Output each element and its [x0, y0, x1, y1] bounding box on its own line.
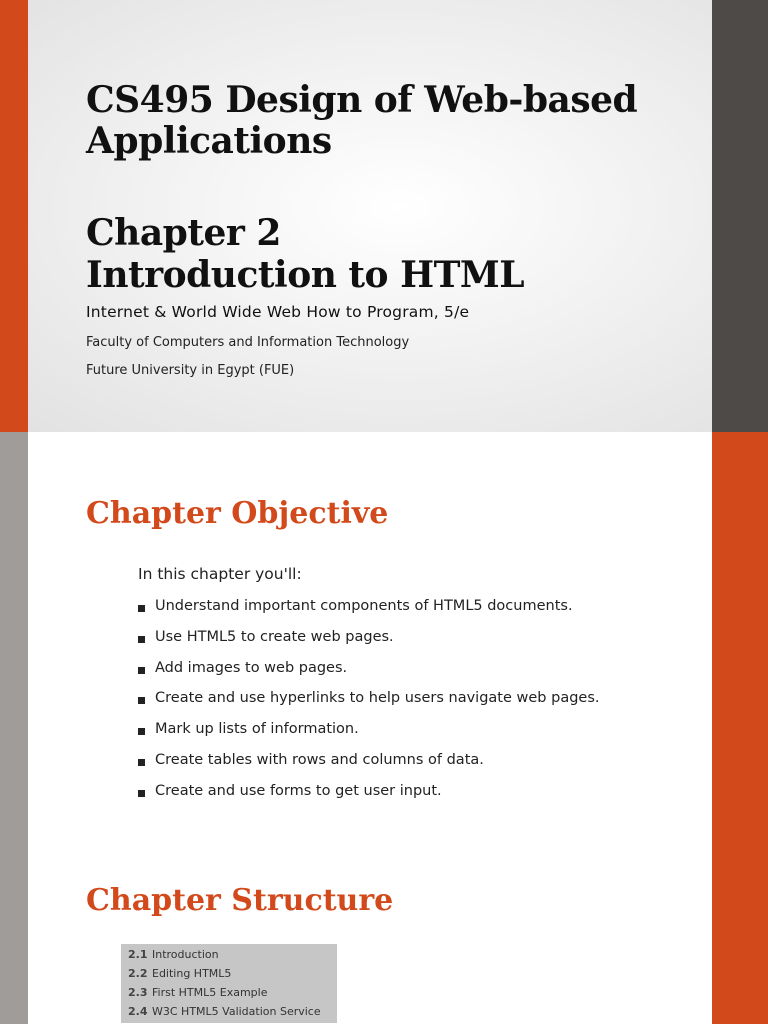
left-accent-bar — [0, 0, 28, 432]
objectives-slide — [0, 432, 768, 1024]
course-title-line-2: Applications — [86, 120, 332, 162]
objective-intro: In this chapter you'll: — [138, 565, 302, 583]
list-item — [138, 752, 600, 783]
list-item-text: Mark up lists of information. — [155, 721, 359, 738]
bullet-icon — [138, 667, 145, 674]
toc-label: Editing HTML5 — [152, 967, 232, 980]
right-accent-bar — [712, 0, 768, 432]
chapter-title-line-2: Introduction to HTML — [86, 254, 525, 296]
toc-label: First HTML5 Example — [152, 986, 268, 999]
toc-label: W3C HTML5 Validation Service — [152, 1005, 321, 1018]
toc-row — [121, 964, 337, 983]
faculty-name: Faculty of Computers and Information Technology — [86, 335, 410, 350]
list-item — [138, 629, 600, 660]
university-name: Future University in Egypt (FUE) — [86, 363, 295, 378]
bullet-icon — [138, 636, 145, 643]
toc-row — [121, 983, 337, 1002]
right-accent-bar — [712, 432, 768, 1024]
list-item — [138, 660, 600, 691]
left-accent-bar — [0, 432, 28, 1024]
list-item-text: Create and use forms to get user input. — [155, 782, 442, 799]
list-item-text: Use HTML5 to create web pages. — [155, 628, 394, 645]
list-item-text: Add images to web pages. — [155, 659, 348, 676]
chapter-title-line-1: Chapter 2 — [86, 212, 281, 254]
bullet-icon — [138, 790, 145, 797]
course-title — [86, 80, 706, 162]
list-item-text: Create tables with rows and columns of data. — [155, 751, 484, 768]
toc-row — [121, 1002, 337, 1021]
table-of-contents — [121, 944, 337, 1023]
bullet-icon — [138, 759, 145, 766]
objective-heading: Chapter Objective — [86, 496, 389, 531]
course-title-line-1: CS495 Design of Web-based — [86, 79, 638, 121]
list-item-text: Understand important components of HTML5 documents. — [155, 598, 573, 614]
list-item — [138, 598, 600, 629]
title-slide — [0, 0, 768, 432]
toc-number: 2.3 — [128, 986, 148, 999]
toc-number: 2.2 — [128, 967, 148, 980]
list-item — [138, 721, 600, 752]
list-item-text: Create and use hyperlinks to help users navigate web pages. — [155, 690, 600, 707]
objective-list — [138, 598, 600, 814]
list-item — [138, 783, 600, 814]
toc-label: Introduction — [152, 948, 219, 961]
chapter-title — [86, 212, 706, 296]
bullet-icon — [138, 697, 145, 704]
toc-number: 2.4 — [128, 1005, 148, 1018]
book-subtitle: Internet & World Wide Web How to Program, 5/e — [86, 303, 470, 321]
toc-number: 2.1 — [128, 948, 148, 961]
bullet-icon — [138, 605, 145, 612]
toc-row — [121, 945, 337, 964]
bullet-icon — [138, 728, 145, 735]
structure-heading: Chapter Structure — [86, 883, 394, 918]
list-item — [138, 690, 600, 721]
